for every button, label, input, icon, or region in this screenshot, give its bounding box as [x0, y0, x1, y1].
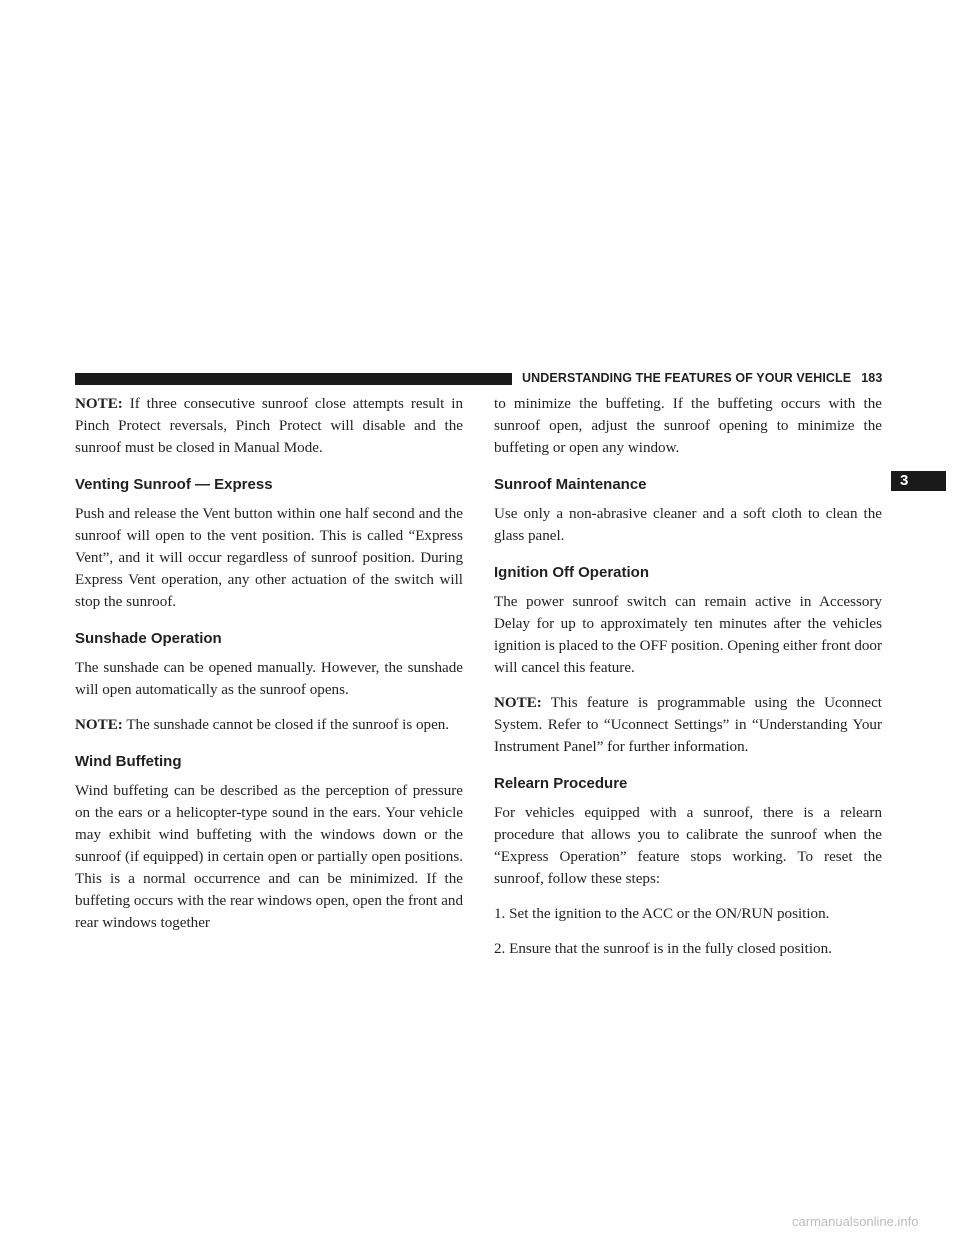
- paragraph-venting: Push and release the Vent button within one half second and the sunroof will open to the vent position. This is called “Express Vent”, and it will occur regardless of sunroof position. During Express Vent operation, any other actuation of the switch will stop the sunroof.: [75, 506, 463, 610]
- heading-venting-sunroof: Venting Sunroof — Express: [75, 476, 273, 493]
- note-pinch-protect: [75, 393, 463, 459]
- paragraph-wind-continued: to minimize the buffeting. If the buffeting occurs with the sunroof open, adjust the sunroof opening to minimize the buffeting or open any window.: [494, 396, 882, 456]
- header-rule-bar: [75, 373, 512, 385]
- heading-relearn-procedure: Relearn Procedure: [494, 775, 628, 792]
- paragraph-maintenance: Use only a non-abrasive cleaner and a soft cloth to clean the glass panel.: [494, 506, 882, 544]
- note-text: The sunshade cannot be closed if the sunroof is open.: [126, 717, 450, 733]
- note-uconnect: [494, 692, 882, 758]
- paragraph-ignition-off: The power sunroof switch can remain active in Accessory Delay for up to approximately ten minutes after the vehicles ignition is placed to the OFF position. Opening either front door will cancel this feature.: [494, 594, 882, 676]
- note-text: If three consecutive sunroof close attempts result in Pinch Protect reversals, Pinch Protect will disable and the sunroof must be closed in Manual Mode.: [75, 396, 463, 456]
- note-sunshade: [75, 714, 463, 736]
- step-2: 2. Ensure that the sunroof is in the fully closed position.: [494, 941, 832, 957]
- paragraph-sunshade: The sunshade can be opened manually. However, the sunshade will open automatically as the sunroof opens.: [75, 660, 463, 698]
- right-column: [494, 393, 882, 973]
- paragraph-relearn: For vehicles equipped with a sunroof, there is a relearn procedure that allows you to calibrate the sunroof when the “Express Operation” feature stops working. To reset the sunroof, follow these steps:: [494, 805, 882, 887]
- left-column: [75, 393, 463, 947]
- note-label: NOTE:: [75, 396, 123, 412]
- heading-ignition-off: Ignition Off Operation: [494, 564, 649, 581]
- heading-sunroof-maintenance: Sunroof Maintenance: [494, 476, 647, 493]
- section-title: UNDERSTANDING THE FEATURES OF YOUR VEHICLE: [522, 371, 852, 385]
- paragraph-wind-buffeting: Wind buffeting can be described as the perception of pressure on the ears or a helicopter-type sound in the ears. Your vehicle may exhibit wind buffeting with the windows down or the sunroof (if equipped) in certain open or partially open positions. This is a normal occurrence and can be minimized. If the buffeting occurs with the rear windows open, open the front and rear windows together: [75, 783, 463, 931]
- running-head: [522, 369, 883, 387]
- heading-wind-buffeting: Wind Buffeting: [75, 753, 182, 770]
- chapter-tab: 3: [891, 471, 946, 491]
- step-1: 1. Set the ignition to the ACC or the ON/RUN position.: [494, 906, 830, 922]
- note-label: NOTE:: [75, 717, 123, 733]
- note-label: NOTE:: [494, 695, 542, 711]
- watermark-text: carmanualsonline.info: [792, 1214, 919, 1229]
- note-text: This feature is programmable using the Uconnect System. Refer to “Uconnect Settings” in “Understanding Your Instrument Panel” for further information.: [494, 695, 882, 755]
- heading-sunshade: Sunshade Operation: [75, 630, 222, 647]
- page-number: 183: [861, 371, 883, 385]
